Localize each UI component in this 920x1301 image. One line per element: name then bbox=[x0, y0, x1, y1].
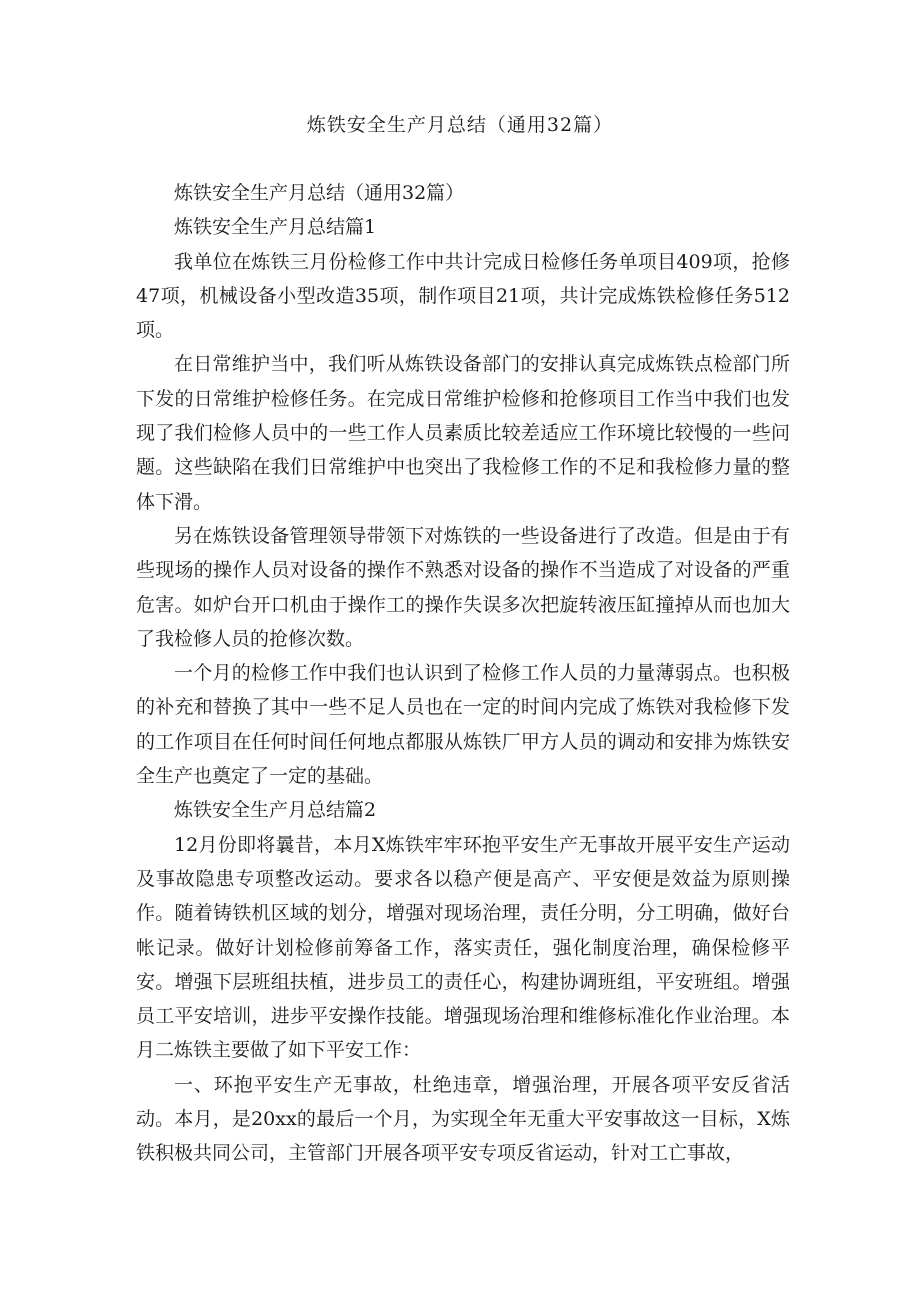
section-heading-1: 炼铁安全生产月总结篇1 bbox=[174, 216, 377, 239]
body-paragraph: 我单位在炼铁三月份检修工作中共计完成日检修任务单项目409项，抢修47项，机械设备小型改造35项，制作项目21项，共计完成炼铁检修任务512项。 bbox=[136, 250, 790, 342]
document-body bbox=[136, 176, 790, 1171]
body-paragraph: 另在炼铁设备管理领导带领下对炼铁的一些设备进行了改造。但是由于有些现场的操作人员对设备的操作不熟悉对设备的操作不当造成了对设备的严重危害。如炉台开口机由于操作工的操作失误多次把旋转液压缸撞掉从而也加大了我检修人员的抢修次数。 bbox=[136, 524, 790, 650]
document-title: 炼铁安全生产月总结（通用32篇） bbox=[306, 114, 614, 136]
subtitle-paragraph: 炼铁安全生产月总结（通用32篇） bbox=[174, 182, 465, 204]
body-paragraph: 一、环抱平安生产无事故，杜绝违章，增强治理，开展各项平安反省活动。本月，是20xx的最后一个月，为实现全年无重大平安事故这一目标，X炼铁积极共同公司，主管部门开展各项平安专项反省运动，针对工亡事故， bbox=[136, 1073, 790, 1165]
body-paragraph: 12月份即将曩昔，本月X炼铁牢牢环抱平安生产无事故开展平安生产运动及事故隐患专项整改运动。要求各以稳产便是高产、平安便是效益为原则操作。随着铸铁机区域的划分，增强对现场治理，责任分明，分工明确，做好台帐记录。做好计划检修前筹备工作，落实责任，强化制度治理，确保检修平安。增强下层班组扶植，进步员工的责任心，构建协调班组，平安班组。增强员工平安培训，进步平安操作技能。增强现场治理和维修标准化作业治理。本月二炼铁主要做了如下平安工作： bbox=[136, 833, 790, 1062]
body-paragraph: 一个月的检修工作中我们也认识到了检修工作人员的力量薄弱点。也积极的补充和替换了其中一些不足人员也在一定的时间内完成了炼铁对我检修下发的工作项目在任何时间任何地点都服从炼铁厂甲方人员的调动和安排为炼铁安全生产也奠定了一定的基础。 bbox=[136, 662, 790, 788]
section-heading-2: 炼铁安全生产月总结篇2 bbox=[174, 799, 377, 822]
body-paragraph: 在日常维护当中，我们听从炼铁设备部门的安排认真完成炼铁点检部门所下发的日常维护检修任务。在完成日常维护检修和抢修项目工作当中我们也发现了我们检修人员中的一些工作人员素质比较差适应工作环境比较慢的一些问题。这些缺陷在我们日常维护中也突出了我检修工作的不足和我检修力量的整体下滑。 bbox=[136, 353, 790, 513]
